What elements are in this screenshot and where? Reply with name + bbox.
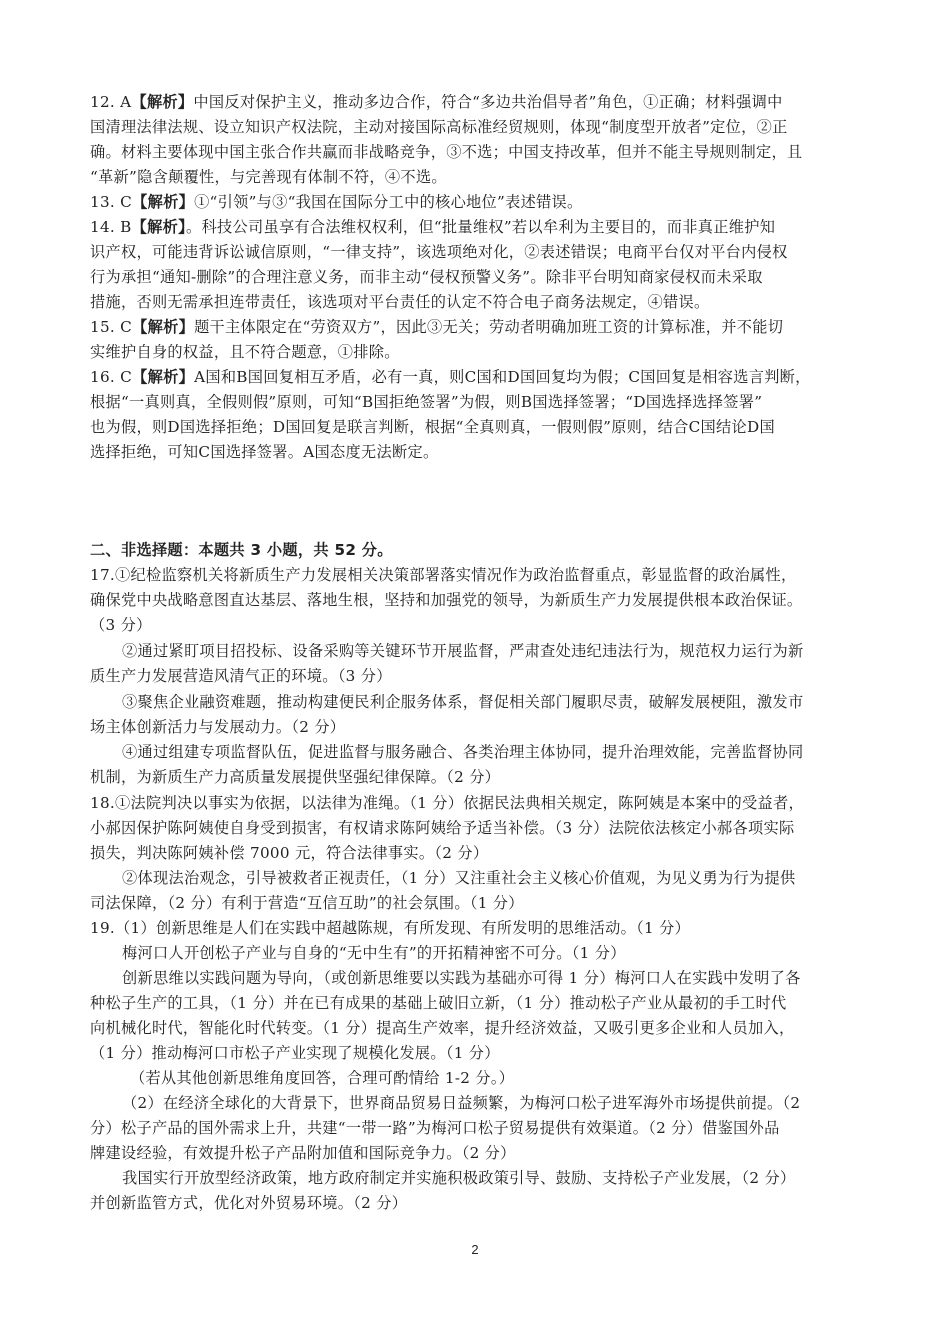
q17-line: 17.①纪检监察机关将新质生产力发展相关决策部署落实情况作为政治监督重点，彰显监督的政治属性，	[90, 566, 797, 584]
q19-line: 我国实行开放型经济政策，地方政府制定并实施积极政策引导、鼓励、支持松子产业发展，（2 分）	[122, 1169, 796, 1187]
answer-16-line-1: 16. C【解析】A国和B国回复相互矛盾，必有一真，则C国和D国回复均为假；C国回复是相容选言判断，	[90, 368, 811, 386]
q18-line: 18.①法院判决以事实为依据，以法律为准绳。（1 分）依据民法典相关规定，陈阿姨是本案中的受益者，	[90, 794, 804, 812]
q18-line: 司法保障，（2 分）有利于营造“互信互助”的社会氛围。（1 分）	[90, 894, 524, 912]
q17-line: ②通过紧盯项目招投标、设备采购等关键环节开展监督，严肃查处违纪违法行为，规范权力运行为新	[122, 642, 804, 660]
answer-12-line-3: 确。材料主要体现中国主张合作共赢而非战略竞争，③不选；中国支持改革，但并不能主导规则制定，且	[90, 143, 803, 161]
answer-12-line-4: “革新”隐含颠覆性，与完善现有体制不符，④不选。	[90, 168, 447, 186]
answer-13-line-1: 13. C【解析】①“引领”与③“我国在国际分工中的核心地位”表述错误。	[90, 193, 583, 211]
answer-15-line-1: 15. C【解析】题干主体限定在“劳资双方”，因此③无关；劳动者明确加班工资的计算标准，并不能切	[90, 318, 784, 336]
answer-14-line-3: 行为承担“通知-删除”的合理注意义务，而非主动“侵权预警义务”。除非平台明知商家侵权而未采取	[90, 268, 763, 286]
q19-line: 牌建设经验，有效提升松子产品附加值和国际竞争力。（2 分）	[90, 1144, 516, 1162]
q18-line: 损失，判决陈阿姨补偿 7000 元，符合法律事实。（2 分）	[90, 844, 489, 862]
q17-line: （3 分）	[90, 616, 152, 634]
answer-16-line-3: 也为假，则D国选择拒绝；D国回复是联言判断，根据“全真则真，一假则假”原则，结合C国结论D国	[90, 418, 775, 436]
q19-line: （2）在经济全球化的大背景下，世界商品贸易日益频繁，为梅河口松子进军海外市场提供前提。（2	[122, 1094, 801, 1112]
answer-16-line-2: 根据“一真则真，全假则假”原则，可知“B国拒绝签署”为假，则B国选择签署；“D国选择选择签署”	[90, 393, 763, 411]
answer-16-line-4: 选择拒绝，可知C国选择签署。A国态度无法断定。	[90, 443, 439, 461]
q19-line: 创新思维以实践问题为导向，（或创新思维要以实践为基础亦可得 1 分）梅河口人在实践中发明了各	[122, 969, 801, 987]
answer-14-line-1: 14. B【解析】。科技公司虽享有合法维权权利，但“批量维权”若以牟利为主要目的，而非真正维护知	[90, 218, 776, 236]
answer-12-line-1: 12. A【解析】中国反对保护主义，推动多边合作，符合“多边共治倡导者”角色，①正确；材料强调中	[90, 93, 783, 111]
q19-line: 种松子生产的工具，（1 分）并在已有成果的基础上破旧立新，（1 分）推动松子产业从最初的手工时代	[90, 994, 787, 1012]
q18-line: ②体现法治观念，引导被救者正视责任，（1 分）又注重社会主义核心价值观，为见义勇为行为提供	[122, 869, 796, 887]
q18-line: 小郝因保护陈阿姨使自身受到损害，有权请求陈阿姨给予适当补偿。（3 分）法院依法核定小郝各项实际	[90, 819, 795, 837]
q17-line: 质生产力发展营造风清气正的环境。（3 分）	[90, 667, 392, 685]
q19-line: 19.（1）创新思维是人们在实践中超越陈规，有所发现、有所发明的思维活动。（1 分）	[90, 919, 691, 937]
q19-line: （若从其他创新思维角度回答，合理可酌情给 1-2 分。）	[130, 1069, 515, 1087]
answer-12-line-2: 国清理法律法规、设立知识产权法院，主动对接国际高标准经贸规则，体现“制度型开放者”定位，②正	[90, 118, 788, 136]
q17-line: 确保党中央战略意图直达基层、落地生根，坚持和加强党的领导，为新质生产力发展提供根本政治保证。	[90, 591, 803, 609]
q19-line: 并创新监管方式，优化对外贸易环境。（2 分）	[90, 1194, 408, 1212]
q17-line: 场主体创新活力与发展动力。（2 分）	[90, 718, 346, 736]
answer-14-line-2: 识产权，可能违背诉讼诚信原则，“一律支持”，该选项绝对化，②表述错误；电商平台仅对平台内侵权	[90, 243, 788, 261]
q17-line: 机制，为新质生产力高质量发展提供坚强纪律保障。（2 分）	[90, 768, 501, 786]
q17-line: ④通过组建专项监督队伍，促进监督与服务融合、各类治理主体协同，提升治理效能，完善监督协同	[122, 743, 804, 761]
page-number: 2	[471, 1242, 479, 1257]
q19-line: 向机械化时代，智能化时代转变。（1 分）提高生产效率，提升经济效益，又吸引更多企业和人员加入，	[90, 1019, 795, 1037]
q19-line: 分）松子产品的国外需求上升，共建“一带一路”为梅河口松子贸易提供有效渠道。（2 分）借鉴国外品	[90, 1119, 780, 1137]
q19-line: （1 分）推动梅河口市松子产业实现了规模化发展。（1 分）	[90, 1044, 500, 1062]
q19-line: 梅河口人开创松子产业与自身的“无中生有”的开拓精神密不可分。（1 分）	[122, 944, 626, 962]
section-title: 二、非选择题：本题共 3 小题，共 52 分。	[90, 541, 393, 559]
answer-14-line-4: 措施，否则无需承担连带责任，该选项对平台责任的认定不符合电子商务法规定，④错误。	[90, 293, 710, 311]
q17-line: ③聚焦企业融资难题，推动构建便民利企服务体系，督促相关部门履职尽责，破解发展梗阻，激发市	[122, 693, 804, 711]
answer-15-line-2: 实维护自身的权益，且不符合题意，①排除。	[90, 343, 400, 361]
